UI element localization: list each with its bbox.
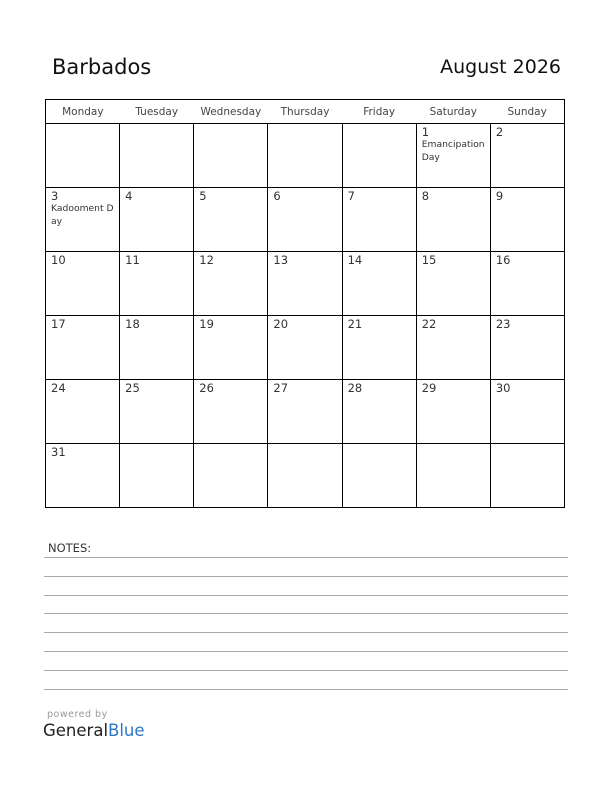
notes-line — [44, 613, 568, 614]
day-cell[interactable] — [490, 380, 564, 444]
weekday-monday: Monday — [46, 100, 120, 124]
day-cell[interactable] — [46, 316, 120, 380]
day-cell[interactable] — [342, 380, 416, 444]
week-row — [46, 316, 565, 380]
holiday-label: Emancipation Day — [421, 139, 485, 163]
brand-general: General — [43, 721, 109, 740]
day-cell[interactable] — [268, 316, 342, 380]
day-number: 24 — [51, 381, 66, 395]
day-cell[interactable] — [120, 252, 194, 316]
day-number: 25 — [125, 381, 140, 395]
day-number: 29 — [421, 381, 437, 395]
day-cell[interactable] — [194, 252, 268, 316]
country-title: Barbados — [52, 55, 152, 79]
day-number: 6 — [273, 189, 281, 203]
day-number: 13 — [273, 253, 289, 267]
day-number: 19 — [199, 317, 214, 331]
day-cell[interactable] — [120, 124, 194, 188]
day-number: 14 — [347, 253, 363, 267]
day-cell[interactable] — [194, 316, 268, 380]
weekday-thursday: Thursday — [268, 100, 342, 124]
day-cell[interactable] — [490, 124, 564, 188]
day-cell[interactable] — [194, 124, 268, 188]
day-cell[interactable] — [268, 188, 342, 252]
day-number: 31 — [51, 445, 66, 459]
weekday-tuesday: Tuesday — [120, 100, 194, 124]
day-cell[interactable] — [194, 380, 268, 444]
weekday-saturday: Saturday — [416, 100, 490, 124]
day-cell[interactable] — [120, 316, 194, 380]
calendar-grid — [45, 99, 565, 508]
day-number: 9 — [495, 189, 504, 203]
day-cell[interactable] — [416, 380, 490, 444]
day-number: 2 — [495, 125, 504, 139]
month-title: August 2026 — [440, 56, 561, 78]
brand-blue: Blue — [108, 721, 145, 740]
notes-line — [44, 689, 568, 690]
notes-label: NOTES: — [48, 541, 92, 555]
day-cell[interactable] — [416, 188, 490, 252]
day-cell[interactable] — [268, 124, 342, 188]
day-number: 26 — [199, 381, 214, 395]
day-cell[interactable] — [46, 124, 120, 188]
day-number: 30 — [495, 381, 511, 395]
day-cell[interactable] — [416, 444, 490, 508]
day-cell[interactable] — [490, 316, 564, 380]
day-cell[interactable] — [342, 444, 416, 508]
day-cell[interactable] — [46, 188, 120, 252]
day-number: 27 — [273, 381, 289, 395]
day-number: 17 — [51, 317, 66, 331]
day-cell[interactable] — [194, 444, 268, 508]
day-cell[interactable] — [46, 380, 120, 444]
powered-by-text: powered by — [47, 709, 108, 720]
day-number: 7 — [347, 189, 355, 203]
day-number: 4 — [125, 189, 133, 203]
notes-line — [44, 557, 568, 558]
day-cell[interactable] — [268, 380, 342, 444]
week-row — [46, 124, 565, 188]
day-cell[interactable] — [342, 124, 416, 188]
day-number: 15 — [421, 253, 437, 267]
day-number: 11 — [125, 253, 140, 267]
day-cell[interactable] — [416, 124, 490, 188]
day-cell[interactable] — [46, 252, 120, 316]
weekday-friday: Friday — [342, 100, 416, 124]
day-number: 20 — [273, 317, 289, 331]
notes-line — [44, 632, 568, 633]
weekday-sunday: Sunday — [490, 100, 564, 124]
day-cell[interactable] — [268, 252, 342, 316]
day-cell[interactable] — [194, 188, 268, 252]
weekday-wednesday: Wednesday — [194, 100, 268, 124]
day-cell[interactable] — [268, 444, 342, 508]
day-number: 10 — [51, 253, 66, 267]
day-number: 18 — [125, 317, 140, 331]
day-number: 22 — [421, 317, 437, 331]
day-cell[interactable] — [46, 444, 120, 508]
notes-line — [44, 576, 568, 577]
day-number: 28 — [347, 381, 363, 395]
day-cell[interactable] — [490, 444, 564, 508]
day-number: 3 — [51, 189, 59, 203]
day-cell[interactable] — [416, 316, 490, 380]
day-number: 1 — [421, 125, 430, 139]
day-cell[interactable] — [342, 252, 416, 316]
day-number: 21 — [347, 317, 363, 331]
week-row — [46, 444, 565, 508]
day-number: 23 — [495, 317, 511, 331]
week-row — [46, 380, 565, 444]
day-number: 12 — [199, 253, 214, 267]
day-cell[interactable] — [416, 252, 490, 316]
holiday-label: Kadooment Day — [51, 203, 114, 227]
generalblue-logo[interactable] — [43, 721, 145, 740]
day-cell[interactable] — [490, 188, 564, 252]
day-number: 8 — [421, 189, 430, 203]
week-row — [46, 188, 565, 252]
notes-line — [44, 670, 568, 671]
notes-line — [44, 595, 568, 596]
day-number: 16 — [495, 253, 511, 267]
day-number: 5 — [199, 189, 207, 203]
day-cell[interactable] — [120, 444, 194, 508]
day-cell[interactable] — [120, 188, 194, 252]
week-row — [46, 252, 565, 316]
notes-line — [44, 651, 568, 652]
weekday-header-row — [46, 100, 565, 124]
day-cell[interactable] — [342, 316, 416, 380]
day-cell[interactable] — [490, 252, 564, 316]
day-cell[interactable] — [342, 188, 416, 252]
day-cell[interactable] — [120, 380, 194, 444]
